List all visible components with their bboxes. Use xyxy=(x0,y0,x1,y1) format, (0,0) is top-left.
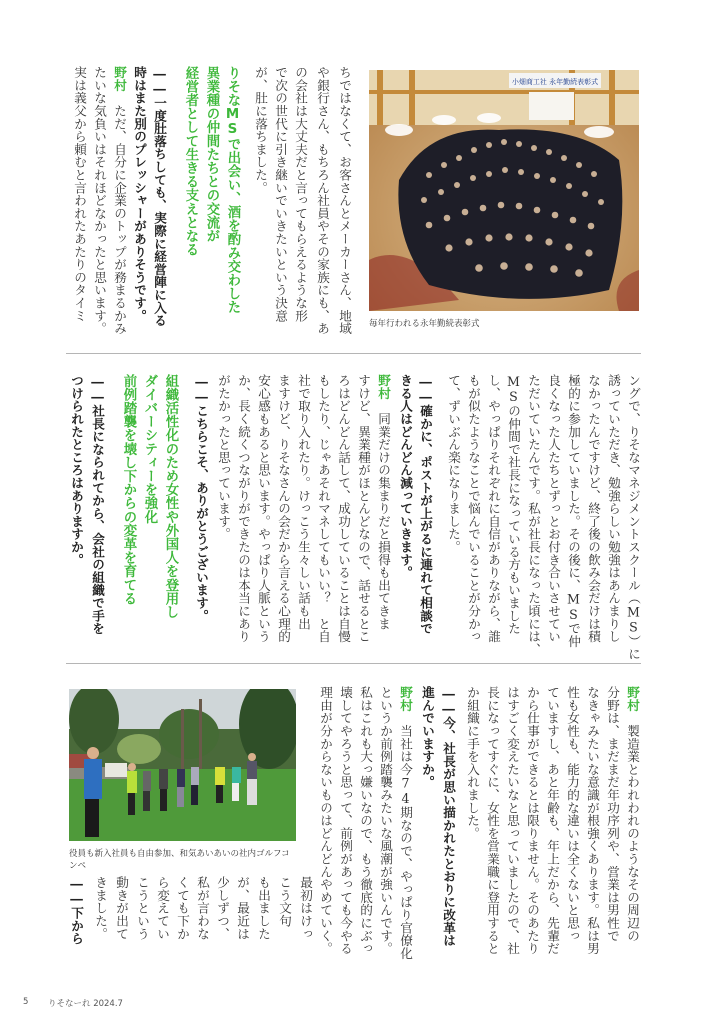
golf-outing-photo-icon xyxy=(69,689,296,841)
band1-answer-line: 野村 ただ、自分に企業のトップが務まるかみ xyxy=(112,66,127,335)
band3-answer2-line: というか前例踏襲みたいな風潮が強いんです。 xyxy=(378,686,393,955)
band3-answer1-line: はすごく変えたいなと思っていましたので、社 xyxy=(505,686,520,955)
speaker-name: 野村 xyxy=(625,686,640,712)
band1-answer-line: 実は義父から頼むと言われたあたりのタイミ xyxy=(72,66,87,322)
band2-answer1-line: 野村 同業だけの集まりだと損得も出てきま xyxy=(376,374,391,631)
band3-answer3-line: きました。 xyxy=(93,876,108,940)
band1-heading-line: りそなMSで出会い、酒を酌み交わした xyxy=(225,66,240,314)
band2-question3-line: ――社長になられてから、会社の組織で手を xyxy=(90,374,105,635)
ceremony-photo xyxy=(369,70,639,311)
band1-question-line: ――一度肚落ちしても、実際に経営陣に入る xyxy=(152,66,167,327)
band3-answer3-line: も出ました xyxy=(256,876,271,940)
ceremony-group-photo-icon xyxy=(369,70,639,311)
band2-para1-line: なかったんですけど、終了後の飲み会だけは積 xyxy=(586,374,601,643)
band2-question2-line: ――こちらこそ、ありがとうございます。 xyxy=(194,374,209,622)
band2-answer1-line: ろはどんどん話して、成功していることは自慢 xyxy=(336,374,351,643)
band3-answer3-line: 最初はけっ xyxy=(298,876,313,940)
speaker-name: 野村 xyxy=(376,374,391,400)
band3-answer3-line: 少しずつ、 xyxy=(215,876,230,940)
caption-line: ンペ xyxy=(69,861,87,871)
band2-para1-line: MSの仲間で社長になっている方もいました xyxy=(506,374,521,635)
band2-answer1-line: がたかったと思っています。 xyxy=(216,374,231,541)
band1-para1-line: が、肚に落ちました。 xyxy=(253,66,268,194)
band2-para1-line: 良くなった人たちとずっとお付き合いさせてい xyxy=(546,374,561,643)
band2-para1-line: ただいていたんです。私が社長になった頃には、 xyxy=(526,374,541,656)
band3-answer2-line: 野村 当社は今74期なので、やっぱり官僚化 xyxy=(398,686,413,960)
band1-para1-line: で次の世代に引き継いでいきたいという決意 xyxy=(273,66,288,322)
band3-answer3-line: 私が言わな xyxy=(195,876,210,940)
band1-para1-line: の会社は大丈夫だと言ってもらえるような形 xyxy=(293,66,308,322)
band2-question1-line: きる人はどんどん減っていきます。 xyxy=(398,374,413,579)
band3-answer2-line: 私はこれも大っ嫌いなので、もう徹底的にぶっ xyxy=(358,686,373,955)
band2-heading-line: 前例踏襲を壊し下からの変革を育てる xyxy=(121,374,136,606)
band2-answer1-line: か、長く続くつながりができたのは本当にあり xyxy=(236,374,251,643)
band3-answer1-line: か組織に手を入れました。 xyxy=(465,686,480,840)
band2-heading-line: 組織活性化のため女性や外国人を登用し xyxy=(163,374,178,619)
band3-answer1-line: から仕事ができるとは限りません。そのあたり xyxy=(525,686,540,955)
band2-para1-line: 誘っていただき、勉強らしい勉強はあんまりし xyxy=(606,374,621,643)
speaker-name: 野村 xyxy=(398,686,413,712)
section-divider-1 xyxy=(66,353,641,354)
band3-answer3-line: 動きが出て xyxy=(114,876,129,940)
band3-answer3-line: ら変えてい xyxy=(155,876,170,940)
band2-question1-line: ――確かに、ポストが上がるに連れて相談で xyxy=(418,374,433,635)
band3-question1-line: ――今、社長が思い描かれたとおりに改革は xyxy=(441,686,456,947)
band2-para1-line: ングで、りそなマネジメントスクール（MS）に xyxy=(626,374,641,661)
band2-answer1-line: ますけど、りそなさんの会だから言える心理的 xyxy=(276,374,291,643)
band2-para1-line: し、やっぱりそれぞれに自信がありながら、誰 xyxy=(486,374,501,643)
publication-name: りそなーれ 2024.7 xyxy=(48,999,123,1009)
band2-para1-line: もが似たようなことで悩んでいることが分かっ xyxy=(466,374,481,643)
ceremony-banner-text: 小畑商工社 永年勤続表彰式 xyxy=(511,78,599,86)
band3-answer3-line: こうという xyxy=(135,876,150,940)
band3-answer1-line: なきゃみたいな意識が根強くあります。私は男 xyxy=(585,686,600,955)
band1-heading-line: 異業種の仲間たちとの交流が xyxy=(204,66,219,243)
caption-line: 役員も新入社員も自由参加、和気あいあいの社内ゴルフコ xyxy=(69,849,290,859)
band3-answer1-line: ていますし、あと年齢も、年上だから、先輩だ xyxy=(545,686,560,955)
band3-answer1-line: 野村 製造業とわれわれのようなその周辺の xyxy=(625,686,640,943)
band3-answer3-line: くても下か xyxy=(175,876,190,940)
section-divider-2 xyxy=(66,663,641,664)
band3-answer2-line: 壊してやろうと思って、前例があっても今やる xyxy=(338,686,353,955)
band3-answer1-line: 性も女性も、能力的な違いは全くないと思っ xyxy=(565,686,580,942)
band1-heading-line: 経営者として生きる支えとなる xyxy=(183,66,198,257)
band2-answer1-line: 社で取り入れたり。けっこう生々しい話も出 xyxy=(296,374,311,630)
band2-answer1-line: すけど、異業種がほとんどなので、話せるとこ xyxy=(356,374,371,643)
page-number: 5 xyxy=(23,997,29,1007)
band2-question3-line: つけられたところはありますか。 xyxy=(69,374,84,566)
golf-photo xyxy=(69,689,296,841)
band2-heading-line: ダイバーシティーを強化 xyxy=(142,374,157,524)
speaker-name: 野村 xyxy=(112,66,127,92)
band3-answer3-line: こう文句 xyxy=(277,876,292,928)
band3-answer2-line: 理由が分からないものはどんどんやめていく。 xyxy=(318,686,333,955)
band3-answer1-line: 分野は、まだまだ年功序列や、営業は男性で xyxy=(605,686,620,942)
golf-photo-caption xyxy=(69,848,301,872)
band2-para1-line: て、ずいぶん楽になりました。 xyxy=(446,374,461,554)
band2-para1-line: 極的に参加していました。その後に、MSで仲 xyxy=(566,374,581,648)
band3-answer3-line: が、最近は xyxy=(235,876,250,940)
band3-question2-line: ――下から xyxy=(69,876,84,945)
band2-answer1-line: もしたり、じゃあそれマネしてもいい？ と自 xyxy=(316,374,331,643)
band1-question-line: 時はまた別のプレッシャーがありそうです。 xyxy=(132,66,147,322)
band1-para1-line: や銀行さん、もちろん社員やその家族にも、あ xyxy=(315,66,330,335)
band3-question1-line: 進んでいますか。 xyxy=(420,686,435,789)
band2-answer1-line: 安心感もあると思います。やっぱり人脈という xyxy=(256,374,271,643)
band1-answer-line: たいな気負いはそれほどなかったと思います。 xyxy=(92,66,107,335)
band3-answer1-line: 長になってすぐに、女性を営業職に登用すると xyxy=(485,686,500,955)
band1-para1-line: ちではなくて、お客さんとメーカーさん、地域 xyxy=(337,66,352,335)
ceremony-photo-caption: 毎年行われる永年勤続表彰式 xyxy=(369,319,480,329)
